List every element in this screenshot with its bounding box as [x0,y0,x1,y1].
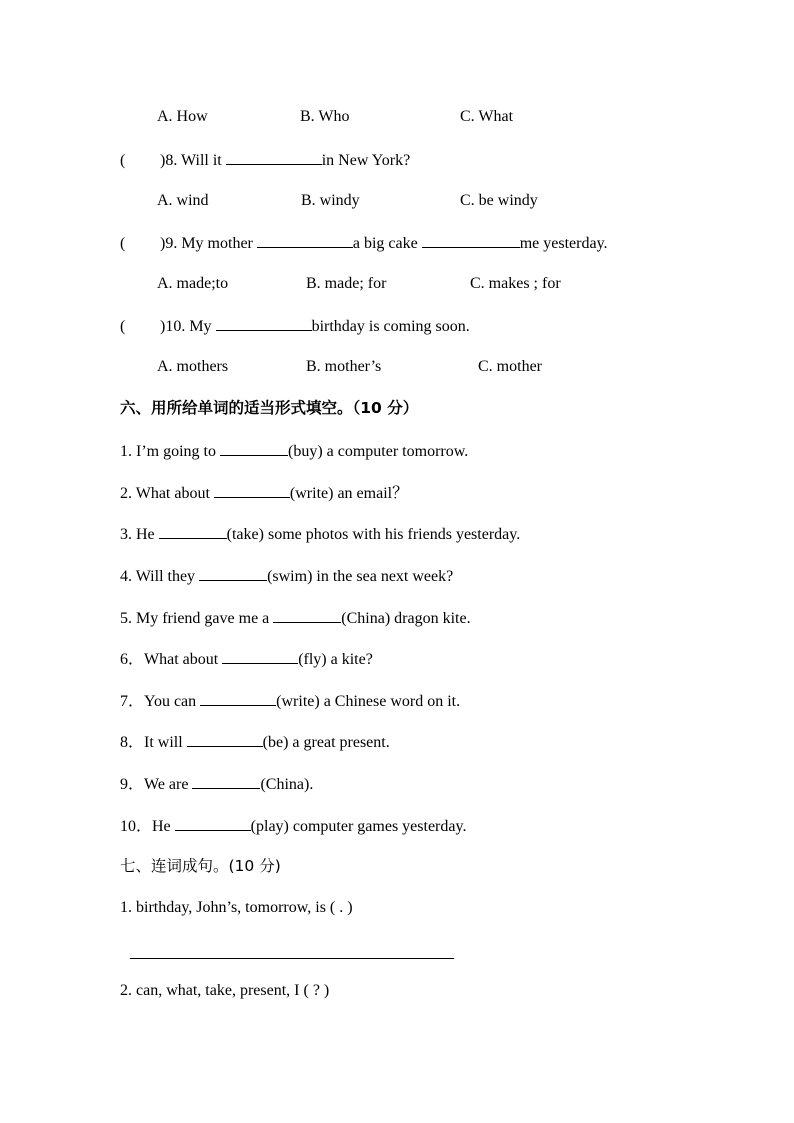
answer-paren-open: ( [120,235,126,252]
q10-option-b: B. mother’s [306,358,382,375]
section-6-title: 六、用所给单词的适当形式填空。（10 分） [120,399,419,417]
fill-blank[interactable] [159,523,227,539]
q9-option-b: B. made; for [306,275,387,292]
q7-option-c: C. What [460,108,514,125]
q7-option-a: A. How [157,108,208,125]
fill-blank[interactable] [222,648,298,664]
item-after: (China) dragon kite. [341,610,471,627]
q10-blank[interactable] [216,315,312,331]
q9-blank-1[interactable] [257,232,353,248]
item-before: 2. What about [120,485,210,502]
section-6-item-8 [120,731,390,753]
item-before: 1. I’m going to [120,443,216,460]
q10-after: birthday is coming soon. [311,318,470,335]
question-9 [120,232,608,254]
item-before: 8．It will [120,734,183,751]
section-6-item-7 [120,690,460,712]
section-6-item-4 [120,565,453,587]
answer-paren-open: ( [120,152,126,169]
item-before: 6．What about [120,651,219,668]
q8-option-c: C. be windy [460,192,538,209]
item-after: (China). [260,776,314,793]
q10-option-c: C. mother [478,358,542,375]
item-after: (play) computer games yesterday. [250,818,467,835]
fill-blank[interactable] [220,440,288,456]
item-before: 9．We are [120,776,189,793]
q9-option-a: A. made;to [157,275,229,292]
section-6-item-2 [120,482,408,504]
q9-mid: a big cake [352,235,418,252]
q8-stem: )8. Will it [160,152,222,169]
fill-blank[interactable] [187,731,263,747]
fill-blank[interactable] [175,815,251,831]
fill-blank[interactable] [192,773,260,789]
answer-line[interactable] [130,958,454,959]
fill-blank[interactable] [273,607,341,623]
fill-blank[interactable] [199,565,267,581]
item-after: (buy) a computer tomorrow. [288,443,469,460]
section-7-item-2: 2. can, what, take, present, I ( ? ) [120,982,330,999]
section-6-item-9 [120,773,313,795]
item-before: 7．You can [120,693,197,710]
section-6-item-5 [120,607,471,629]
section-6-item-1 [120,440,468,462]
question-8 [120,149,410,171]
q10-stem: )10. My [160,318,212,335]
q10-option-a: A. mothers [157,358,229,375]
item-before: 4. Will they [120,568,196,585]
fill-blank[interactable] [214,482,290,498]
item-before: 5. My friend gave me a [120,610,270,627]
item-after: (be) a great present. [262,734,390,751]
item-after: (write) a Chinese word on it. [276,693,461,710]
q9-stem: )9. My mother [160,235,253,252]
q8-option-b: B. windy [301,192,360,209]
q9-blank-2[interactable] [422,232,520,248]
item-after: (take) some photos with his friends yesterday. [226,526,521,543]
section-6-item-3 [120,523,520,545]
section-7-title: 七、连词成句。(10 分) [120,857,281,875]
item-after: (fly) a kite? [298,651,373,668]
q9-option-c: C. makes ; for [470,275,561,292]
item-after: (write) an email？ [289,485,409,502]
answer-paren-open: ( [120,318,126,335]
section-7-item-1: 1. birthday, John’s, tomorrow, is ( . ) [120,899,353,916]
item-before: 10．He [120,818,171,835]
fill-blank[interactable] [200,690,276,706]
q8-blank[interactable] [226,149,322,165]
question-10 [120,315,470,337]
section-6-item-10 [120,815,466,837]
item-before: 3. He [120,526,155,543]
q8-after: in New York? [321,152,411,169]
section-6-item-6 [120,648,373,670]
q7-option-b: B. Who [300,108,350,125]
item-after: (swim) in the sea next week? [267,568,454,585]
q9-after: me yesterday. [519,235,608,252]
q8-option-a: A. wind [157,192,209,209]
